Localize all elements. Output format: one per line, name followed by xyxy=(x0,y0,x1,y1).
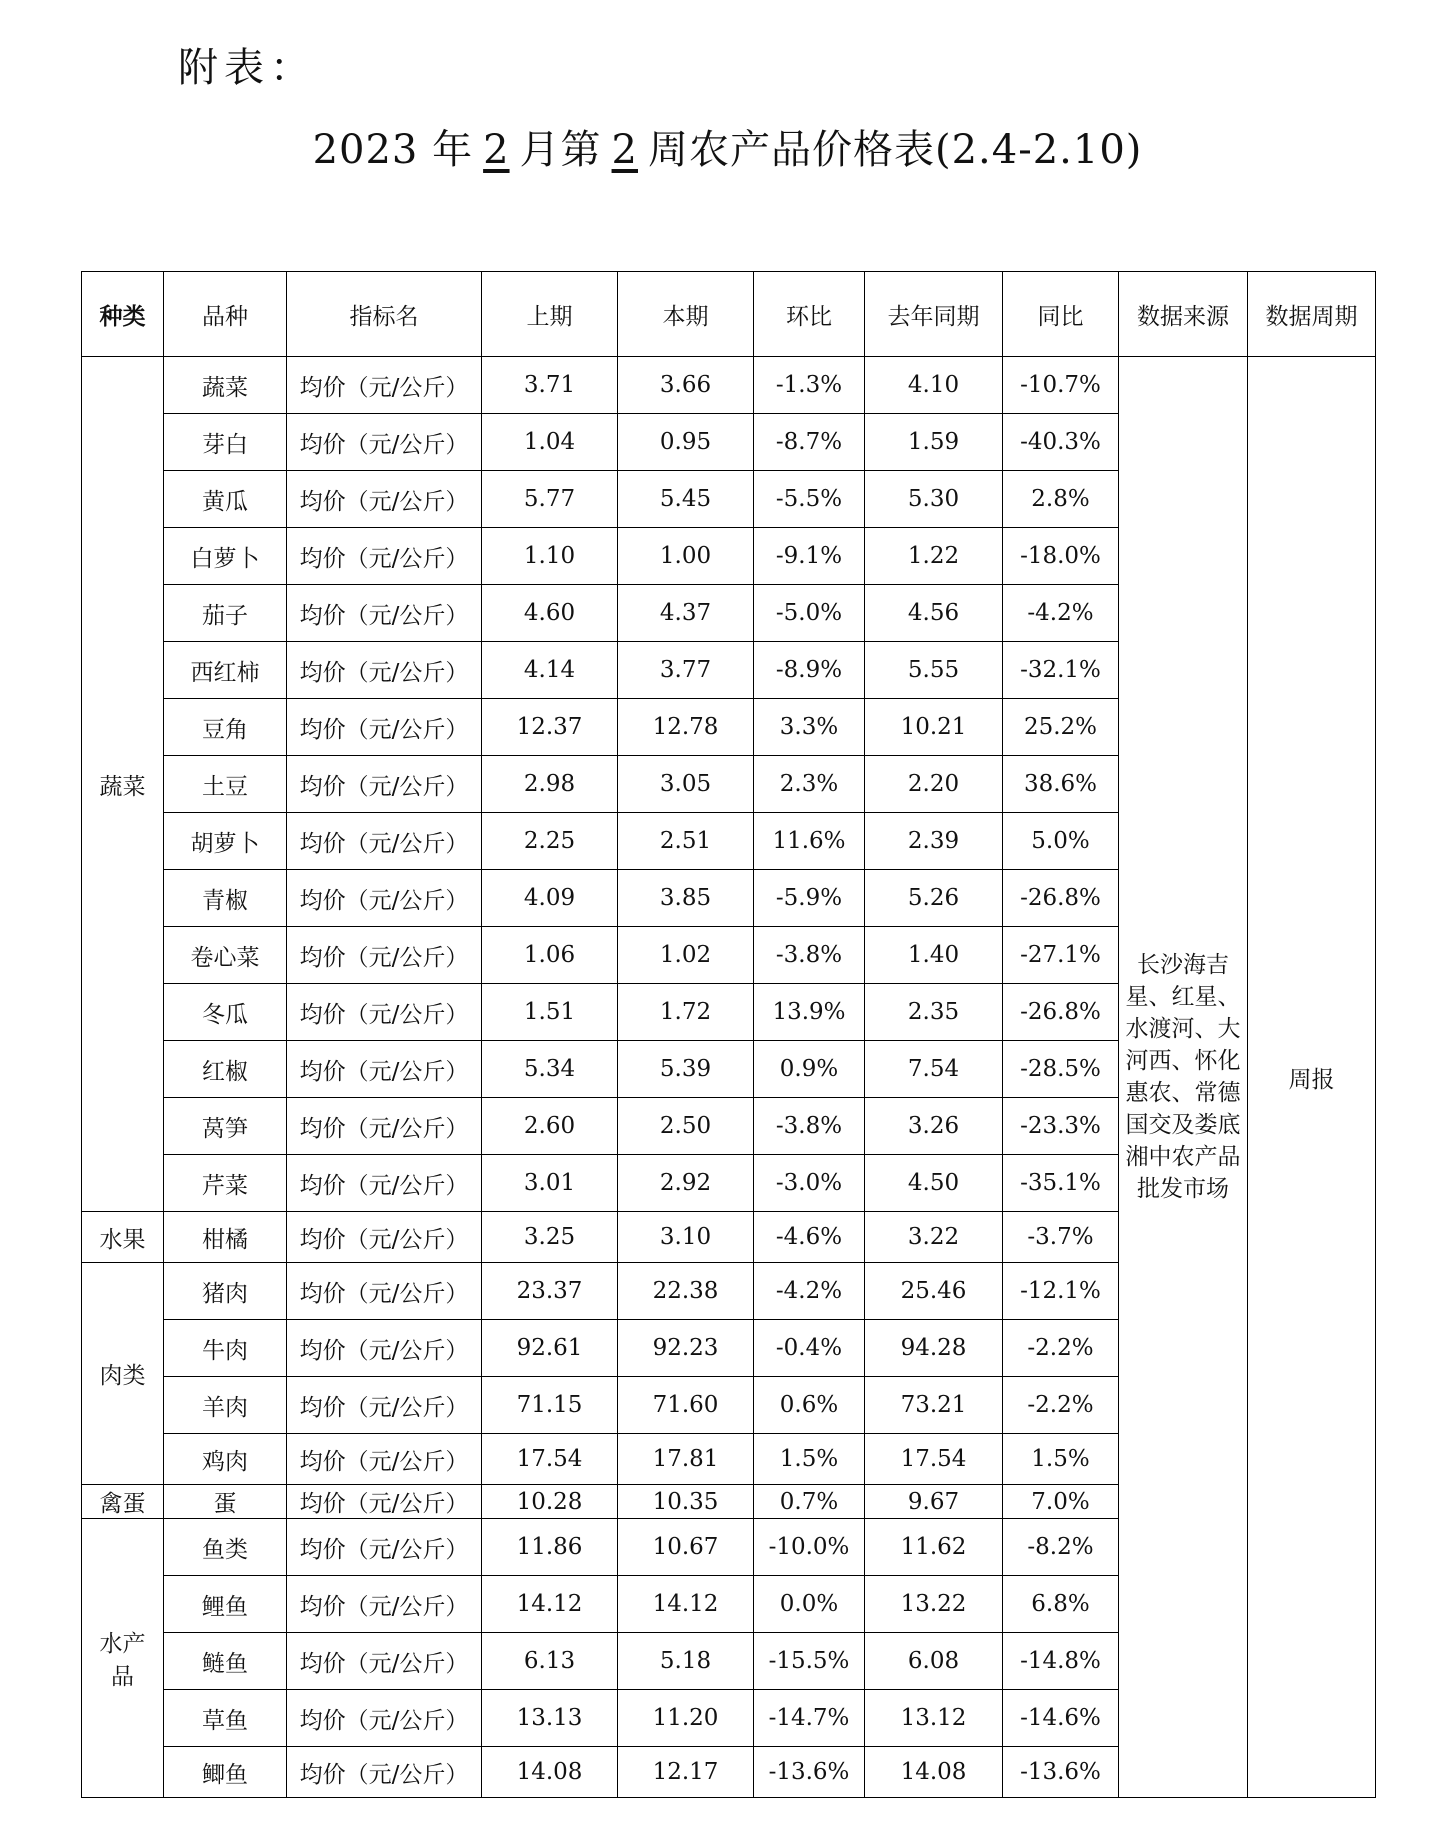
indicator-name: 均价（元/公斤） xyxy=(287,699,482,756)
item-name: 莴笋 xyxy=(164,1098,287,1155)
curr-value: 3.66 xyxy=(618,357,754,414)
prev-value: 13.13 xyxy=(482,1690,618,1747)
header-category: 种类 xyxy=(82,272,164,357)
item-name: 蛋 xyxy=(164,1485,287,1519)
curr-value: 5.45 xyxy=(618,471,754,528)
item-name: 草鱼 xyxy=(164,1690,287,1747)
yoy-change: -18.0% xyxy=(1003,528,1119,585)
item-name: 鲫鱼 xyxy=(164,1747,287,1798)
curr-value: 92.23 xyxy=(618,1320,754,1377)
item-name: 黄瓜 xyxy=(164,471,287,528)
curr-value: 1.72 xyxy=(618,984,754,1041)
last-year-value: 2.35 xyxy=(865,984,1003,1041)
prev-value: 1.51 xyxy=(482,984,618,1041)
mom-change: 11.6% xyxy=(754,813,865,870)
prev-value: 4.14 xyxy=(482,642,618,699)
price-table xyxy=(81,271,1376,1798)
last-year-value: 1.59 xyxy=(865,414,1003,471)
indicator-name: 均价（元/公斤） xyxy=(287,1633,482,1690)
indicator-name: 均价（元/公斤） xyxy=(287,1320,482,1377)
curr-value: 2.51 xyxy=(618,813,754,870)
category-cell: 蔬菜 xyxy=(82,357,164,1212)
item-name: 芽白 xyxy=(164,414,287,471)
title-week: 2 xyxy=(611,127,638,173)
item-name: 羊肉 xyxy=(164,1377,287,1434)
item-name: 鲤鱼 xyxy=(164,1576,287,1633)
mom-change: 0.7% xyxy=(754,1485,865,1519)
yoy-change: 25.2% xyxy=(1003,699,1119,756)
item-name: 茄子 xyxy=(164,585,287,642)
category-cell: 肉类 xyxy=(82,1263,164,1485)
mom-change: 3.3% xyxy=(754,699,865,756)
data-source-cell: 长沙海吉星、红星、水渡河、大河西、怀化惠农、常德国交及娄底湘中农产品批发市场 xyxy=(1119,357,1248,1798)
last-year-value: 1.22 xyxy=(865,528,1003,585)
curr-value: 1.02 xyxy=(618,927,754,984)
appendix-label: 附表： xyxy=(178,45,316,91)
yoy-change: -2.2% xyxy=(1003,1320,1119,1377)
prev-value: 71.15 xyxy=(482,1377,618,1434)
item-name: 青椒 xyxy=(164,870,287,927)
indicator-name: 均价（元/公斤） xyxy=(287,984,482,1041)
yoy-change: 1.5% xyxy=(1003,1434,1119,1485)
yoy-change: 7.0% xyxy=(1003,1485,1119,1519)
prev-value: 17.54 xyxy=(482,1434,618,1485)
header-yoy: 同比 xyxy=(1003,272,1119,357)
curr-value: 5.39 xyxy=(618,1041,754,1098)
last-year-value: 4.56 xyxy=(865,585,1003,642)
last-year-value: 11.62 xyxy=(865,1519,1003,1576)
curr-value: 1.00 xyxy=(618,528,754,585)
prev-value: 2.98 xyxy=(482,756,618,813)
prev-value: 2.25 xyxy=(482,813,618,870)
curr-value: 3.05 xyxy=(618,756,754,813)
category-cell: 禽蛋 xyxy=(82,1485,164,1519)
last-year-value: 9.67 xyxy=(865,1485,1003,1519)
last-year-value: 5.30 xyxy=(865,471,1003,528)
mom-change: 0.9% xyxy=(754,1041,865,1098)
last-year-value: 3.26 xyxy=(865,1098,1003,1155)
yoy-change: 38.6% xyxy=(1003,756,1119,813)
item-name: 红椒 xyxy=(164,1041,287,1098)
yoy-change: -14.8% xyxy=(1003,1633,1119,1690)
last-year-value: 13.12 xyxy=(865,1690,1003,1747)
yoy-change: -2.2% xyxy=(1003,1377,1119,1434)
indicator-name: 均价（元/公斤） xyxy=(287,528,482,585)
mom-change: -3.8% xyxy=(754,927,865,984)
indicator-name: 均价（元/公斤） xyxy=(287,927,482,984)
title-month: 2 xyxy=(483,127,510,173)
header-prev: 上期 xyxy=(482,272,618,357)
header-period: 数据周期 xyxy=(1248,272,1376,357)
last-year-value: 5.26 xyxy=(865,870,1003,927)
curr-value: 4.37 xyxy=(618,585,754,642)
title-suffix: 周农产品价格表(2.4-2.10) xyxy=(648,127,1143,173)
curr-value: 3.77 xyxy=(618,642,754,699)
indicator-name: 均价（元/公斤） xyxy=(287,1576,482,1633)
item-name: 卷心菜 xyxy=(164,927,287,984)
curr-value: 0.95 xyxy=(618,414,754,471)
last-year-value: 13.22 xyxy=(865,1576,1003,1633)
last-year-value: 17.54 xyxy=(865,1434,1003,1485)
curr-value: 12.17 xyxy=(618,1747,754,1798)
last-year-value: 14.08 xyxy=(865,1747,1003,1798)
category-cell: 水产品 xyxy=(82,1519,164,1798)
curr-value: 14.12 xyxy=(618,1576,754,1633)
mom-change: 0.0% xyxy=(754,1576,865,1633)
indicator-name: 均价（元/公斤） xyxy=(287,1434,482,1485)
yoy-change: 5.0% xyxy=(1003,813,1119,870)
item-name: 蔬菜 xyxy=(164,357,287,414)
prev-value: 11.86 xyxy=(482,1519,618,1576)
prev-value: 92.61 xyxy=(482,1320,618,1377)
prev-value: 4.09 xyxy=(482,870,618,927)
prev-value: 5.77 xyxy=(482,471,618,528)
header-curr: 本期 xyxy=(618,272,754,357)
last-year-value: 2.39 xyxy=(865,813,1003,870)
category-cell: 水果 xyxy=(82,1212,164,1263)
last-year-value: 2.20 xyxy=(865,756,1003,813)
curr-value: 10.35 xyxy=(618,1485,754,1519)
prev-value: 1.06 xyxy=(482,927,618,984)
last-year-value: 7.54 xyxy=(865,1041,1003,1098)
indicator-name: 均价（元/公斤） xyxy=(287,1041,482,1098)
last-year-value: 73.21 xyxy=(865,1377,1003,1434)
header-item: 品种 xyxy=(164,272,287,357)
last-year-value: 1.40 xyxy=(865,927,1003,984)
indicator-name: 均价（元/公斤） xyxy=(287,1155,482,1212)
curr-value: 12.78 xyxy=(618,699,754,756)
item-name: 柑橘 xyxy=(164,1212,287,1263)
mom-change: -8.9% xyxy=(754,642,865,699)
mom-change: 0.6% xyxy=(754,1377,865,1434)
item-name: 冬瓜 xyxy=(164,984,287,1041)
mom-change: -5.9% xyxy=(754,870,865,927)
last-year-value: 4.50 xyxy=(865,1155,1003,1212)
data-period-cell: 周报 xyxy=(1248,357,1376,1798)
indicator-name: 均价（元/公斤） xyxy=(287,1263,482,1320)
last-year-value: 5.55 xyxy=(865,642,1003,699)
indicator-name: 均价（元/公斤） xyxy=(287,1519,482,1576)
curr-value: 5.18 xyxy=(618,1633,754,1690)
prev-value: 23.37 xyxy=(482,1263,618,1320)
header-mom: 环比 xyxy=(754,272,865,357)
prev-value: 6.13 xyxy=(482,1633,618,1690)
prev-value: 12.37 xyxy=(482,699,618,756)
prev-value: 3.71 xyxy=(482,357,618,414)
prev-value: 3.01 xyxy=(482,1155,618,1212)
table-row xyxy=(82,357,1376,414)
last-year-value: 4.10 xyxy=(865,357,1003,414)
curr-value: 3.85 xyxy=(618,870,754,927)
yoy-change: -32.1% xyxy=(1003,642,1119,699)
mom-change: -0.4% xyxy=(754,1320,865,1377)
indicator-name: 均价（元/公斤） xyxy=(287,813,482,870)
item-name: 白萝卜 xyxy=(164,528,287,585)
yoy-change: -40.3% xyxy=(1003,414,1119,471)
yoy-change: -8.2% xyxy=(1003,1519,1119,1576)
curr-value: 2.50 xyxy=(618,1098,754,1155)
indicator-name: 均价（元/公斤） xyxy=(287,756,482,813)
page-title xyxy=(0,118,1455,175)
yoy-change: -4.2% xyxy=(1003,585,1119,642)
indicator-name: 均价（元/公斤） xyxy=(287,1212,482,1263)
mom-change: -14.7% xyxy=(754,1690,865,1747)
item-name: 胡萝卜 xyxy=(164,813,287,870)
last-year-value: 10.21 xyxy=(865,699,1003,756)
yoy-change: -27.1% xyxy=(1003,927,1119,984)
curr-value: 22.38 xyxy=(618,1263,754,1320)
mom-change: -13.6% xyxy=(754,1747,865,1798)
yoy-change: -10.7% xyxy=(1003,357,1119,414)
last-year-value: 25.46 xyxy=(865,1263,1003,1320)
mom-change: -8.7% xyxy=(754,414,865,471)
indicator-name: 均价（元/公斤） xyxy=(287,1377,482,1434)
item-name: 猪肉 xyxy=(164,1263,287,1320)
prev-value: 2.60 xyxy=(482,1098,618,1155)
indicator-name: 均价（元/公斤） xyxy=(287,414,482,471)
indicator-name: 均价（元/公斤） xyxy=(287,1485,482,1519)
indicator-name: 均价（元/公斤） xyxy=(287,642,482,699)
yoy-change: -13.6% xyxy=(1003,1747,1119,1798)
header-source: 数据来源 xyxy=(1119,272,1248,357)
prev-value: 4.60 xyxy=(482,585,618,642)
yoy-change: -26.8% xyxy=(1003,870,1119,927)
yoy-change: -28.5% xyxy=(1003,1041,1119,1098)
header-indicator: 指标名 xyxy=(287,272,482,357)
mom-change: -10.0% xyxy=(754,1519,865,1576)
indicator-name: 均价（元/公斤） xyxy=(287,1747,482,1798)
item-name: 西红柿 xyxy=(164,642,287,699)
mom-change: -1.3% xyxy=(754,357,865,414)
yoy-change: 6.8% xyxy=(1003,1576,1119,1633)
yoy-change: -3.7% xyxy=(1003,1212,1119,1263)
header-row xyxy=(82,272,1376,357)
prev-value: 3.25 xyxy=(482,1212,618,1263)
item-name: 土豆 xyxy=(164,756,287,813)
mom-change: 2.3% xyxy=(754,756,865,813)
prev-value: 14.12 xyxy=(482,1576,618,1633)
indicator-name: 均价（元/公斤） xyxy=(287,1690,482,1747)
yoy-change: -14.6% xyxy=(1003,1690,1119,1747)
indicator-name: 均价（元/公斤） xyxy=(287,1098,482,1155)
item-name: 芹菜 xyxy=(164,1155,287,1212)
indicator-name: 均价（元/公斤） xyxy=(287,870,482,927)
mom-change: -3.8% xyxy=(754,1098,865,1155)
prev-value: 5.34 xyxy=(482,1041,618,1098)
mom-change: 1.5% xyxy=(754,1434,865,1485)
curr-value: 2.92 xyxy=(618,1155,754,1212)
yoy-change: -23.3% xyxy=(1003,1098,1119,1155)
prev-value: 10.28 xyxy=(482,1485,618,1519)
header-last-year: 去年同期 xyxy=(865,272,1003,357)
last-year-value: 3.22 xyxy=(865,1212,1003,1263)
indicator-name: 均价（元/公斤） xyxy=(287,585,482,642)
last-year-value: 94.28 xyxy=(865,1320,1003,1377)
indicator-name: 均价（元/公斤） xyxy=(287,357,482,414)
yoy-change: 2.8% xyxy=(1003,471,1119,528)
yoy-change: -12.1% xyxy=(1003,1263,1119,1320)
item-name: 鸡肉 xyxy=(164,1434,287,1485)
mom-change: -9.1% xyxy=(754,528,865,585)
item-name: 牛肉 xyxy=(164,1320,287,1377)
mom-change: -4.2% xyxy=(754,1263,865,1320)
indicator-name: 均价（元/公斤） xyxy=(287,471,482,528)
curr-value: 10.67 xyxy=(618,1519,754,1576)
title-prefix: 2023 年 xyxy=(312,127,474,173)
curr-value: 11.20 xyxy=(618,1690,754,1747)
mom-change: -4.6% xyxy=(754,1212,865,1263)
last-year-value: 6.08 xyxy=(865,1633,1003,1690)
prev-value: 1.10 xyxy=(482,528,618,585)
prev-value: 1.04 xyxy=(482,414,618,471)
curr-value: 3.10 xyxy=(618,1212,754,1263)
mom-change: 13.9% xyxy=(754,984,865,1041)
mom-change: -5.0% xyxy=(754,585,865,642)
curr-value: 71.60 xyxy=(618,1377,754,1434)
yoy-change: -26.8% xyxy=(1003,984,1119,1041)
mom-change: -5.5% xyxy=(754,471,865,528)
item-name: 豆角 xyxy=(164,699,287,756)
mom-change: -15.5% xyxy=(754,1633,865,1690)
title-mid: 月第 xyxy=(519,127,602,173)
mom-change: -3.0% xyxy=(754,1155,865,1212)
yoy-change: -35.1% xyxy=(1003,1155,1119,1212)
item-name: 鲢鱼 xyxy=(164,1633,287,1690)
curr-value: 17.81 xyxy=(618,1434,754,1485)
item-name: 鱼类 xyxy=(164,1519,287,1576)
prev-value: 14.08 xyxy=(482,1747,618,1798)
